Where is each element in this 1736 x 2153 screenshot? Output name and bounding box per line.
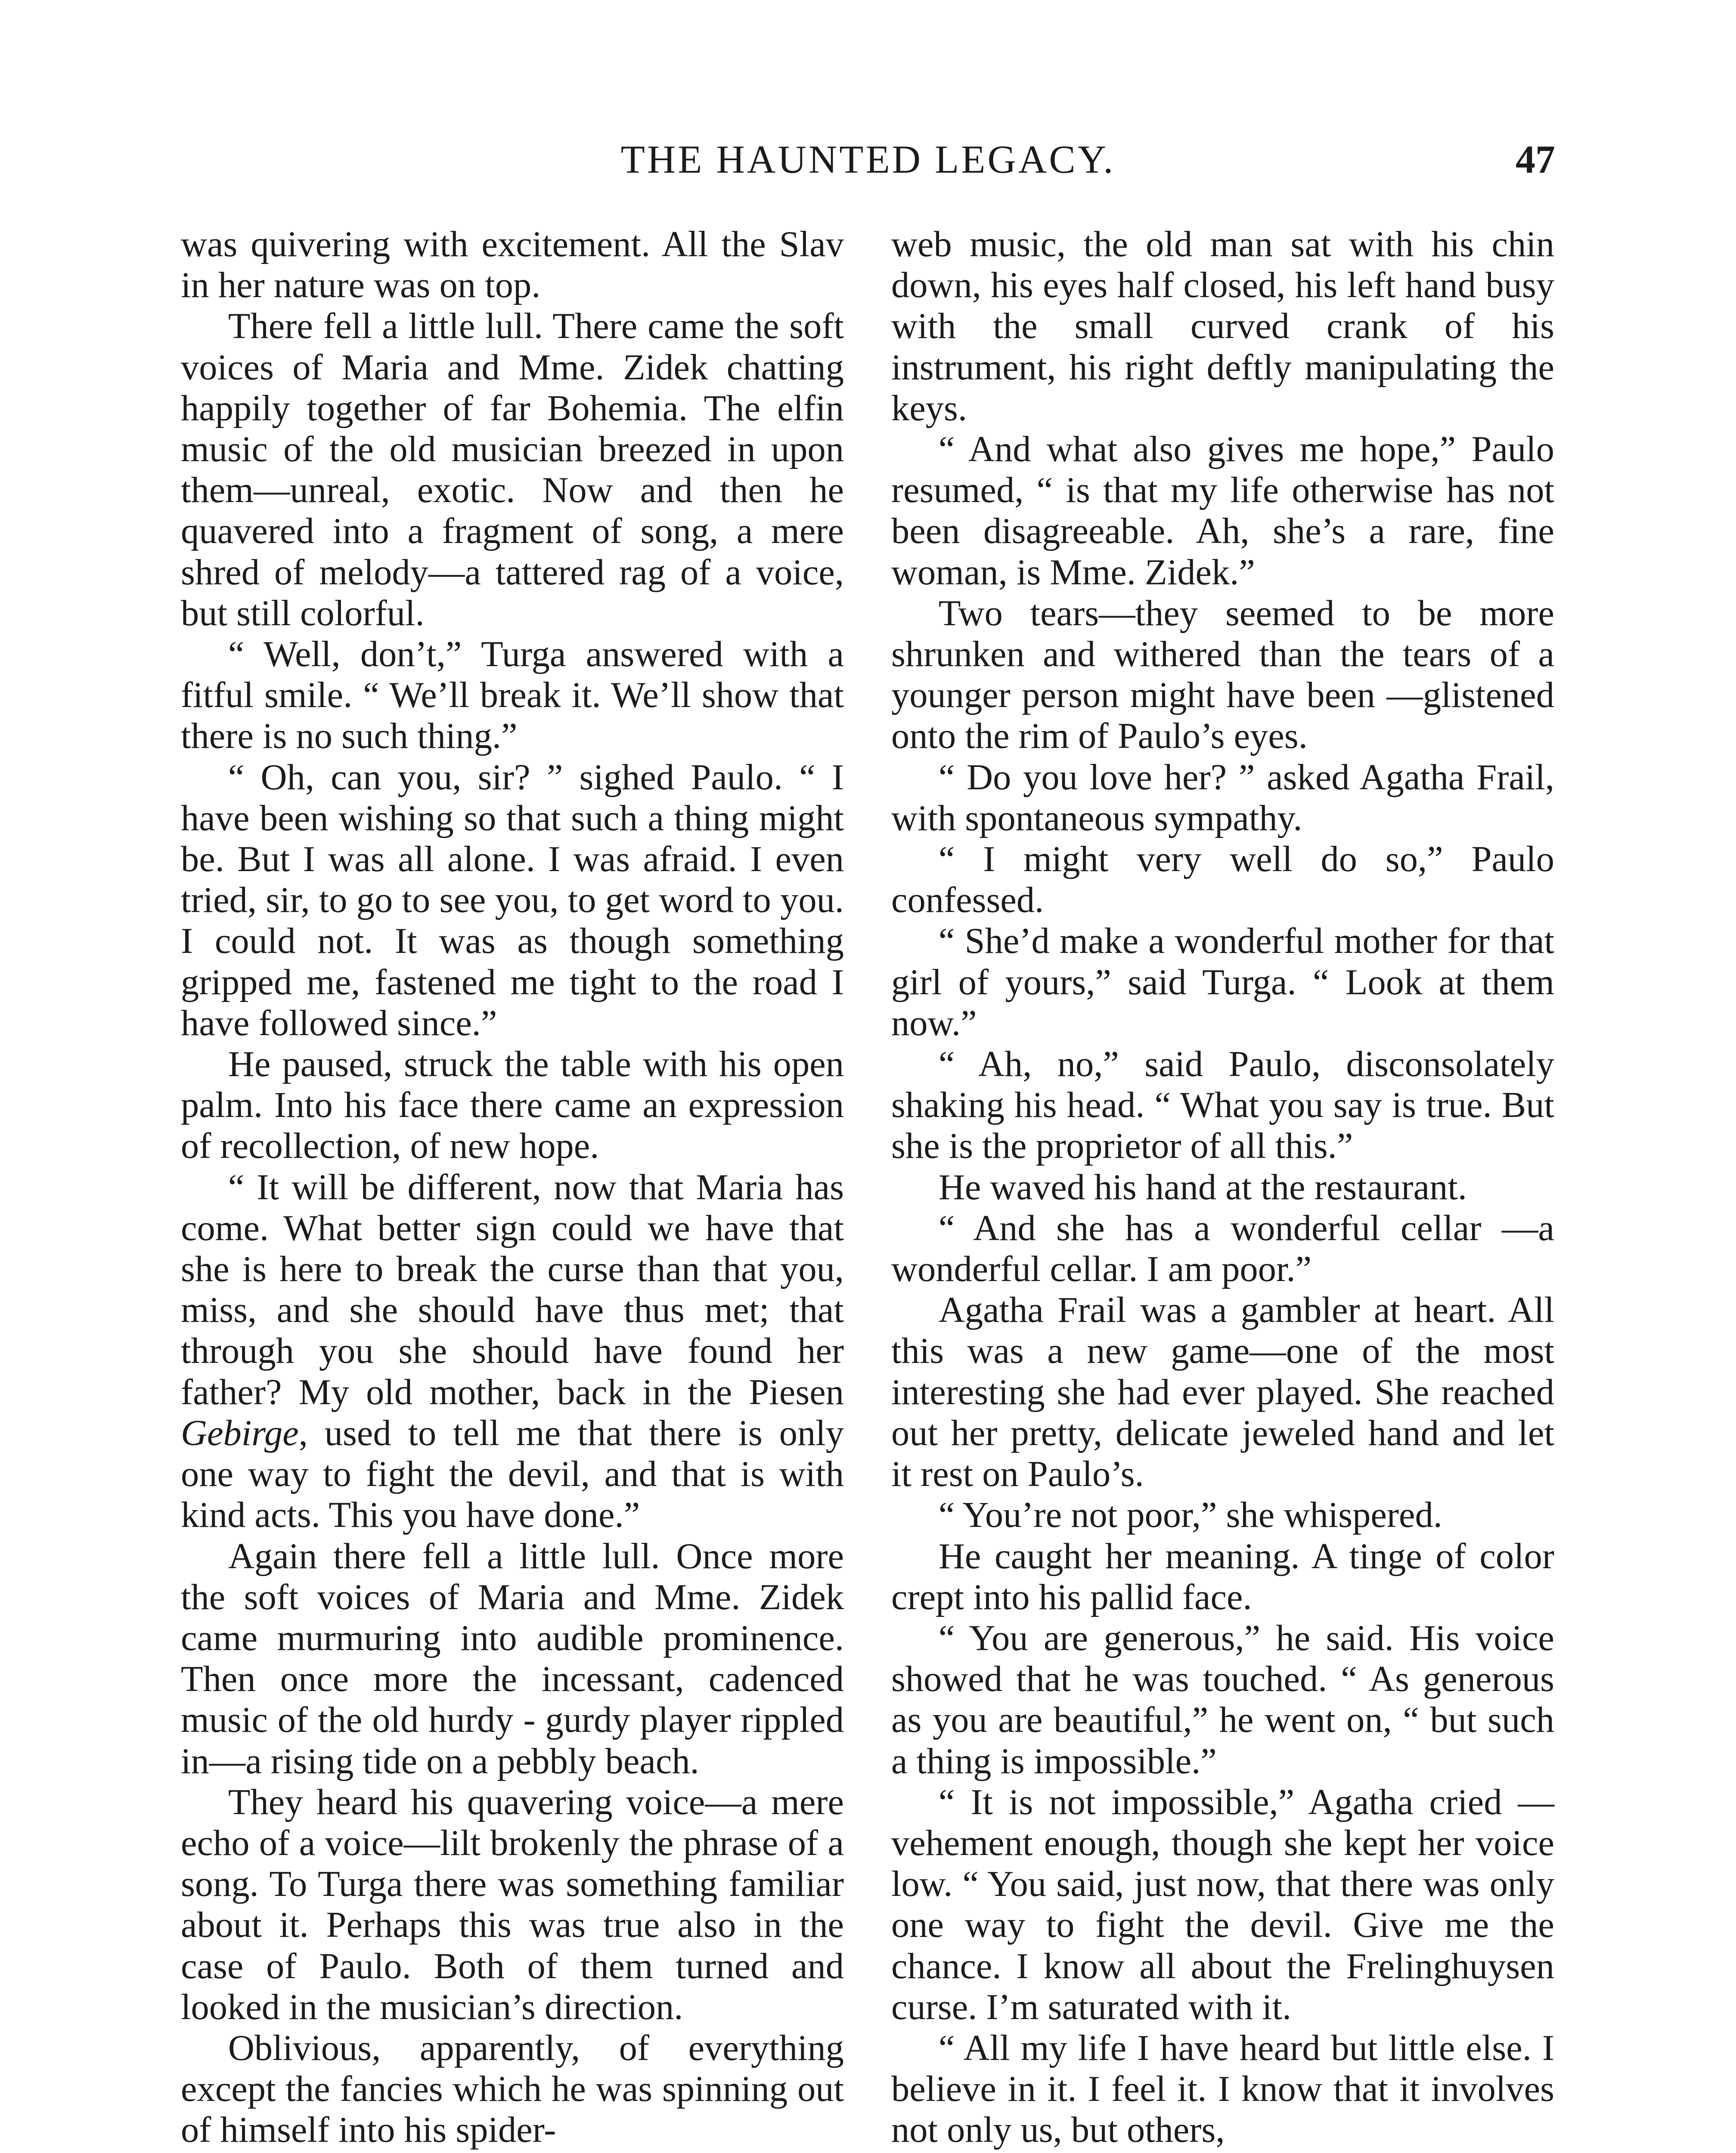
paragraph: was quivering with excitement. All the Slav in her nature was on top. [181,224,844,306]
text-columns [181,224,1554,2153]
right-column [891,224,1554,2153]
left-column [181,224,844,2153]
running-title: THE HAUNTED LEGACY. [620,137,1116,181]
paragraph: “ And she has a wonderful cellar —a wonderful cellar. I am poor.” [891,1208,1554,1290]
paragraph: “ She’d make a wonderful mother for that girl of yours,” said Turga. “ Look at them now.” [891,921,1554,1043]
paragraph-text: , used to tell me that there is only one way to fight the devil, and that is with kind acts. This you have done.” [181,1413,844,1536]
paragraph: Agatha Frail was a gambler at heart. All this was a new game—one of the most interesting she had ever played. She reached out her pretty, delicate jeweled hand and let it rest on Paulo’s. [891,1290,1554,1495]
paragraph: He caught her meaning. A tinge of color crept into his pallid face. [891,1536,1554,1617]
paragraph-text: “ It will be different, now that Maria has come. What better sign could we have that she is here to break the curse than that you, miss, and she should have thus met; that through you she should have found her father? My old mother, back in the Piesen [181,1167,844,1412]
paragraph: “ All my life I have heard but little else. I believe in it. I feel it. I know that it involves not only us, but others, [891,2028,1554,2150]
page-header [181,129,1555,189]
paragraph: “ It is not impossible,” Agatha cried —vehement enough, though she kept her voice low. “ You said, just now, that there was only one way to fight the devil. Give me the chance. I know all about the Frelinghuysen curse. I’m saturated with it. [891,1782,1554,2027]
paragraph: They heard his quavering voice—a mere echo of a voice—lilt brokenly the phrase of a song. To Turga there was something familiar about it. Perhaps this was true also in the case of Paulo. Both of them turned and looked in the musician’s direction. [181,1782,844,2027]
paragraph: “ You are generous,” he said. His voice showed that he was touched. “ As generous as you are beautiful,” he went on, “ but such a thing is impossible.” [891,1618,1554,1781]
paragraph: “ Do you love her? ” asked Agatha Frail, with spontaneous sympathy. [891,757,1554,838]
italic-place-name: Gebirge [181,1413,299,1453]
paragraph: “ And what also gives me hope,” Paulo resumed, “ is that my life otherwise has not been disagreeable. Ah, she’s a rare, fine woman, is Mme. Zidek.” [891,429,1554,593]
paragraph: web music, the old man sat with his chin down, his eyes half closed, his left hand busy with the small curved crank of his instrument, his right deftly manipulating the keys. [891,224,1554,428]
paragraph: “ You’re not poor,” she whispered. [938,1495,1442,1536]
paragraph: “ Ah, no,” said Paulo, disconsolately shaking his head. “ What you say is true. But she is the proprietor of all this.” [891,1044,1554,1166]
page-number: 47 [1516,137,1555,181]
paragraph: Again there fell a little lull. Once more the soft voices of Maria and Mme. Zidek came murmuring into audible prominence. Then once more the incessant, cadenced music of the old hurdy - gurdy player rippled in—a rising tide on a pebbly beach. [181,1536,844,1781]
paragraph: “ Oh, can you, sir? ” sighed Paulo. “ I have been wishing so that such a thing might be. But I was all alone. I was afraid. I even tried, sir, to go to see you, to get word to you. I could not. It was as though something gripped me, fastened me tight to the road I have followed since.” [181,757,844,1043]
paragraph: “ Well, don’t,” Turga answered with a fitful smile. “ We’ll break it. We’ll show that there is no such thing.” [181,634,844,757]
paragraph: Two tears—they seemed to be more shrunken and withered than the tears of a younger person might have been —glistened onto the rim of Paulo’s eyes. [891,593,1554,757]
paragraph: He waved his hand at the restaurant. [938,1167,1467,1207]
paragraph: Oblivious, apparently, of everything except the fancies which he was spinning out of himself into his spider- [181,2028,844,2150]
paragraph: There fell a little lull. There came the soft voices of Maria and Mme. Zidek chatting happily together of far Bohemia. The elfin music of the old musician breezed in upon them—unreal, exotic. Now and then he quavered into a fragment of song, a mere shred of melody—a tattered rag of a voice, but still colorful. [181,306,844,633]
paragraph: He paused, struck the table with his open palm. Into his face there came an expression of recollection, of new hope. [181,1044,844,1166]
paragraph [181,1167,844,1536]
paragraph: “ I might very well do so,” Paulo confessed. [891,839,1554,921]
